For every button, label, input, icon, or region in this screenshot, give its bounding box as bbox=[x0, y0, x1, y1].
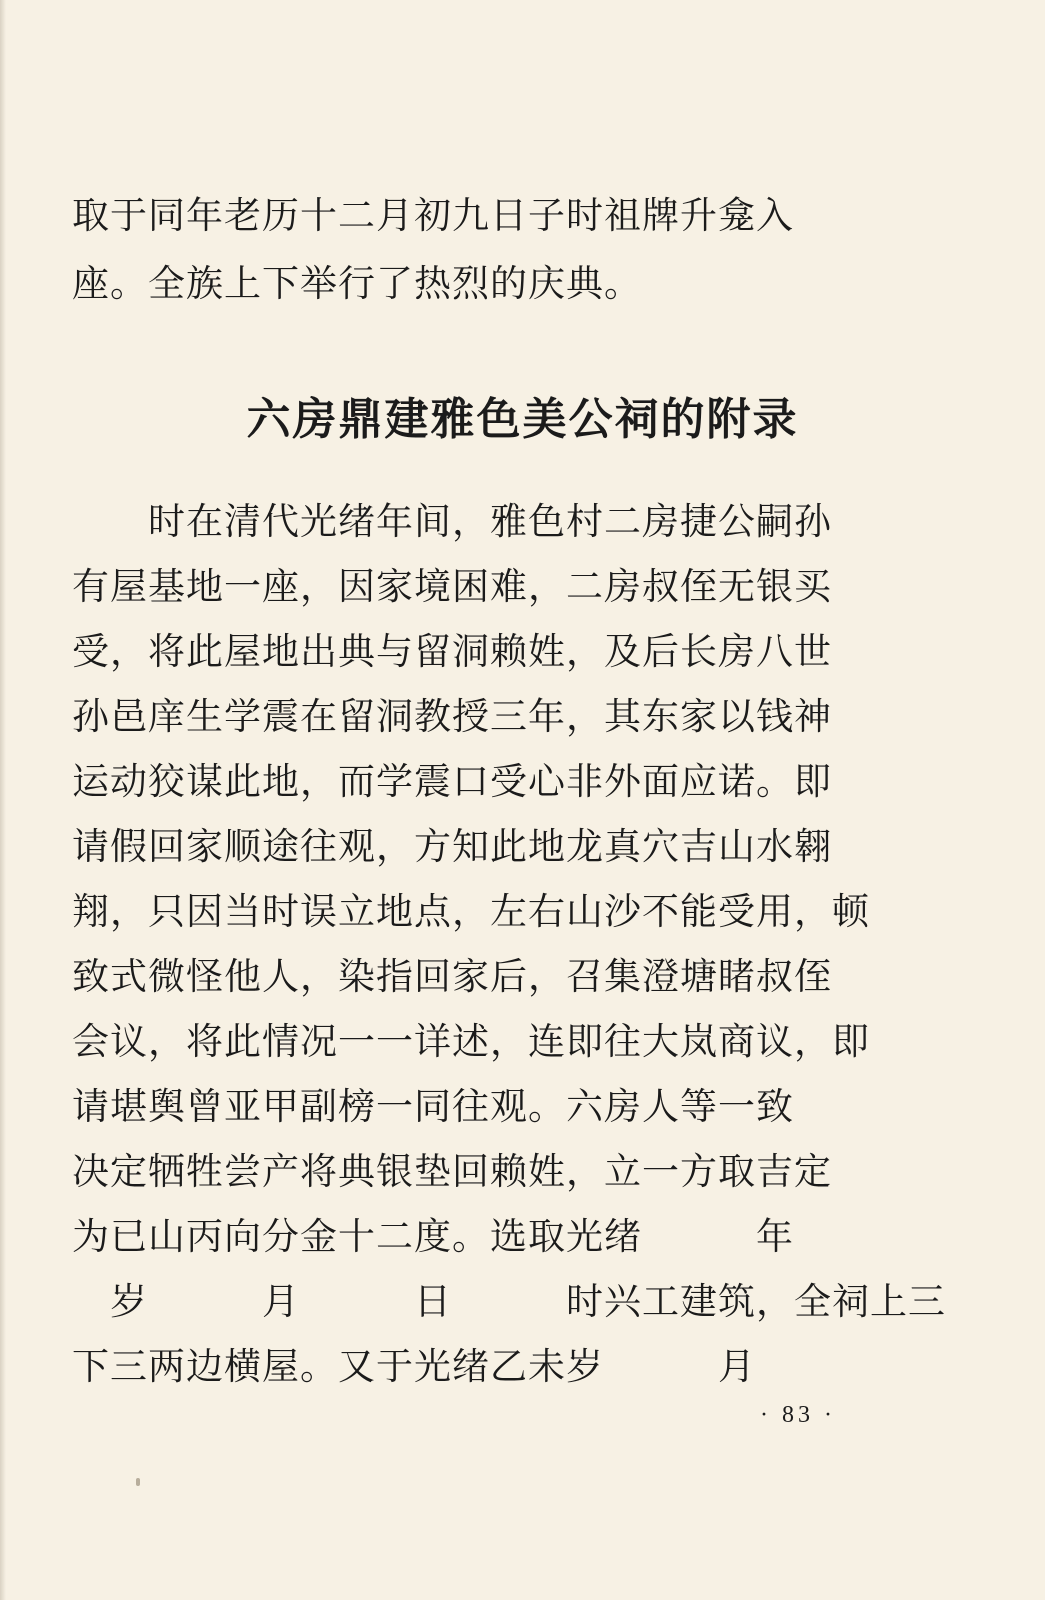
text-line: 翔，只因当时误立地点，左右山沙不能受用，顿 bbox=[72, 890, 870, 933]
text-line: 请假回家顺途往观，方知此地龙真穴吉山水翱 bbox=[72, 825, 832, 868]
text-line: 取于同年老历十二月初九日子时祖牌升龛入 bbox=[72, 194, 794, 237]
text-line: 决定牺牲尝产将典银垫回赖姓，立一方取吉定 bbox=[72, 1150, 832, 1193]
section-title: 六房鼎建雅色美公祠的附录 bbox=[246, 394, 799, 445]
text-line: 受，将此屋地出典与留洞赖姓，及后长房八世 bbox=[72, 630, 832, 673]
text-line: 会议，将此情况一一详述，连即往大岚商议，即 bbox=[72, 1020, 870, 1063]
text-line: 岁 月 日 时兴工建筑，全祠上三 bbox=[72, 1280, 946, 1323]
text-line: 座。全族上下举行了热烈的庆典。 bbox=[72, 262, 642, 305]
paper-speck bbox=[136, 1478, 140, 1486]
text-line: 有屋基地一座，因家境困难，二房叔侄无银买 bbox=[72, 565, 832, 608]
text-line: 下三两边横屋。又于光绪乙未岁 月 bbox=[72, 1345, 756, 1388]
text-line: 为已山丙向分金十二度。选取光绪 年 bbox=[72, 1215, 794, 1258]
page-number: · 83 · bbox=[760, 1402, 836, 1428]
text-line: 请堪舆曾亚甲副榜一同往观。六房人等一致 bbox=[72, 1085, 794, 1128]
text-line: 运动狡谋此地，而学震口受心非外面应诺。即 bbox=[72, 760, 832, 803]
text-line: 致式微怪他人，染指回家后，召集澄塘睹叔侄 bbox=[72, 955, 832, 998]
page-edge bbox=[0, 0, 6, 1600]
text-line: 时在清代光绪年间，雅色村二房捷公嗣孙 bbox=[72, 500, 832, 543]
text-line: 孙邑庠生学震在留洞教授三年，其东家以钱神 bbox=[72, 695, 832, 738]
